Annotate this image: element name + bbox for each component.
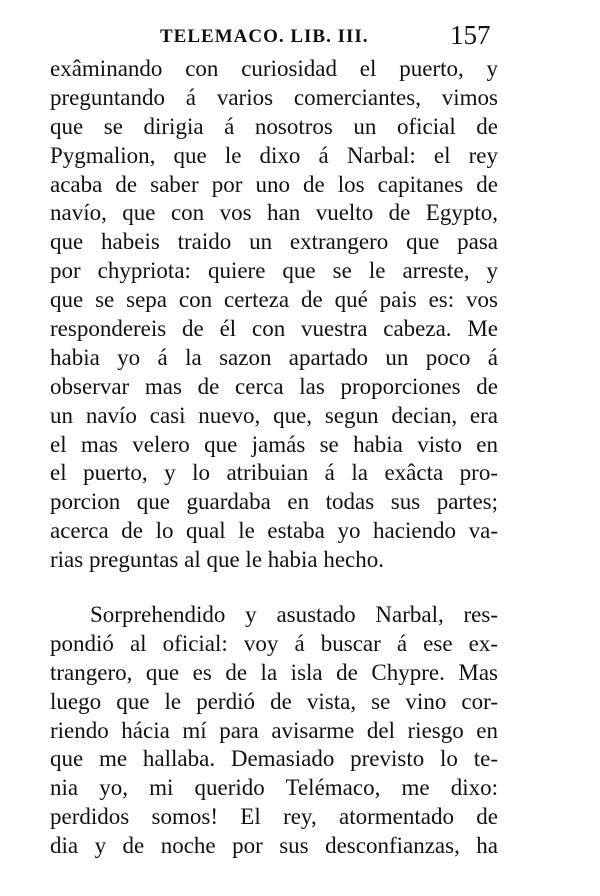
text-line: navío, que con vos han vuelto de Egypto, [50,200,498,226]
text-line: luego que le perdió de vista, se vino cor- [50,688,498,714]
text-line: Pygmalion, que le dixo á Narbal: el rey [50,142,498,168]
text-line: pondió al oficial: voy á buscar á ese ex- [50,630,498,656]
text-line: acaba de saber por uno de los capitanes de [50,171,498,197]
text-line: riendo hácia mí para avisarme del riesgo en [50,717,498,743]
text-line: que me hallaba. Demasiado previsto lo te- [50,746,498,772]
paragraph-2 [50,601,498,861]
text-line: que se dirigia á nosotros un oficial de [50,113,498,139]
text-line: habia yo á la sazon apartado un poco á [50,344,498,370]
text-line: dia y de noche por sus desconfianzas, ha [50,833,498,859]
text-line: observar mas de cerca las proporciones de [50,373,498,399]
text-line: acerca de lo qual le estaba yo haciendo va- [50,518,498,544]
text-line: que se sepa con certeza de qué pais es: vos [50,287,498,313]
text-line: nia yo, mi querido Telémaco, me dixo: [50,775,498,801]
text-line: exâminando con curiosidad el puerto, y [50,56,498,81]
text-line: porcion que guardaba en todas sus partes; [50,489,498,515]
text-line: respondereis de él con vuestra cabeza. Me [50,316,498,342]
text-line: que habeis traido un extrangero que pasa [50,229,498,255]
text-line: trangero, que es de la isla de Chypre. Mas [50,659,498,685]
text-line: el mas velero que jamás se habia visto en [50,431,498,457]
running-title: TELEMACO. LIB. III. [160,26,369,47]
page-number: 157 [450,20,491,50]
paragraph-1 [50,55,498,575]
text-line: un navío casi nuevo, que, segun decian, era [50,402,498,428]
text-line: preguntando á varios comerciantes, vimos [50,84,498,110]
text-line: el puerto, y lo atribuian á la exâcta pro- [50,460,498,486]
text-line: por chypriota: quiere que se le arreste, y [50,258,498,284]
text-line: perdidos somos! El rey, atormentado de [50,804,498,830]
text-line: rias preguntas al que le habia hecho. [50,547,385,573]
text-line: Sorprehendido y asustado Narbal, res- [90,602,498,627]
